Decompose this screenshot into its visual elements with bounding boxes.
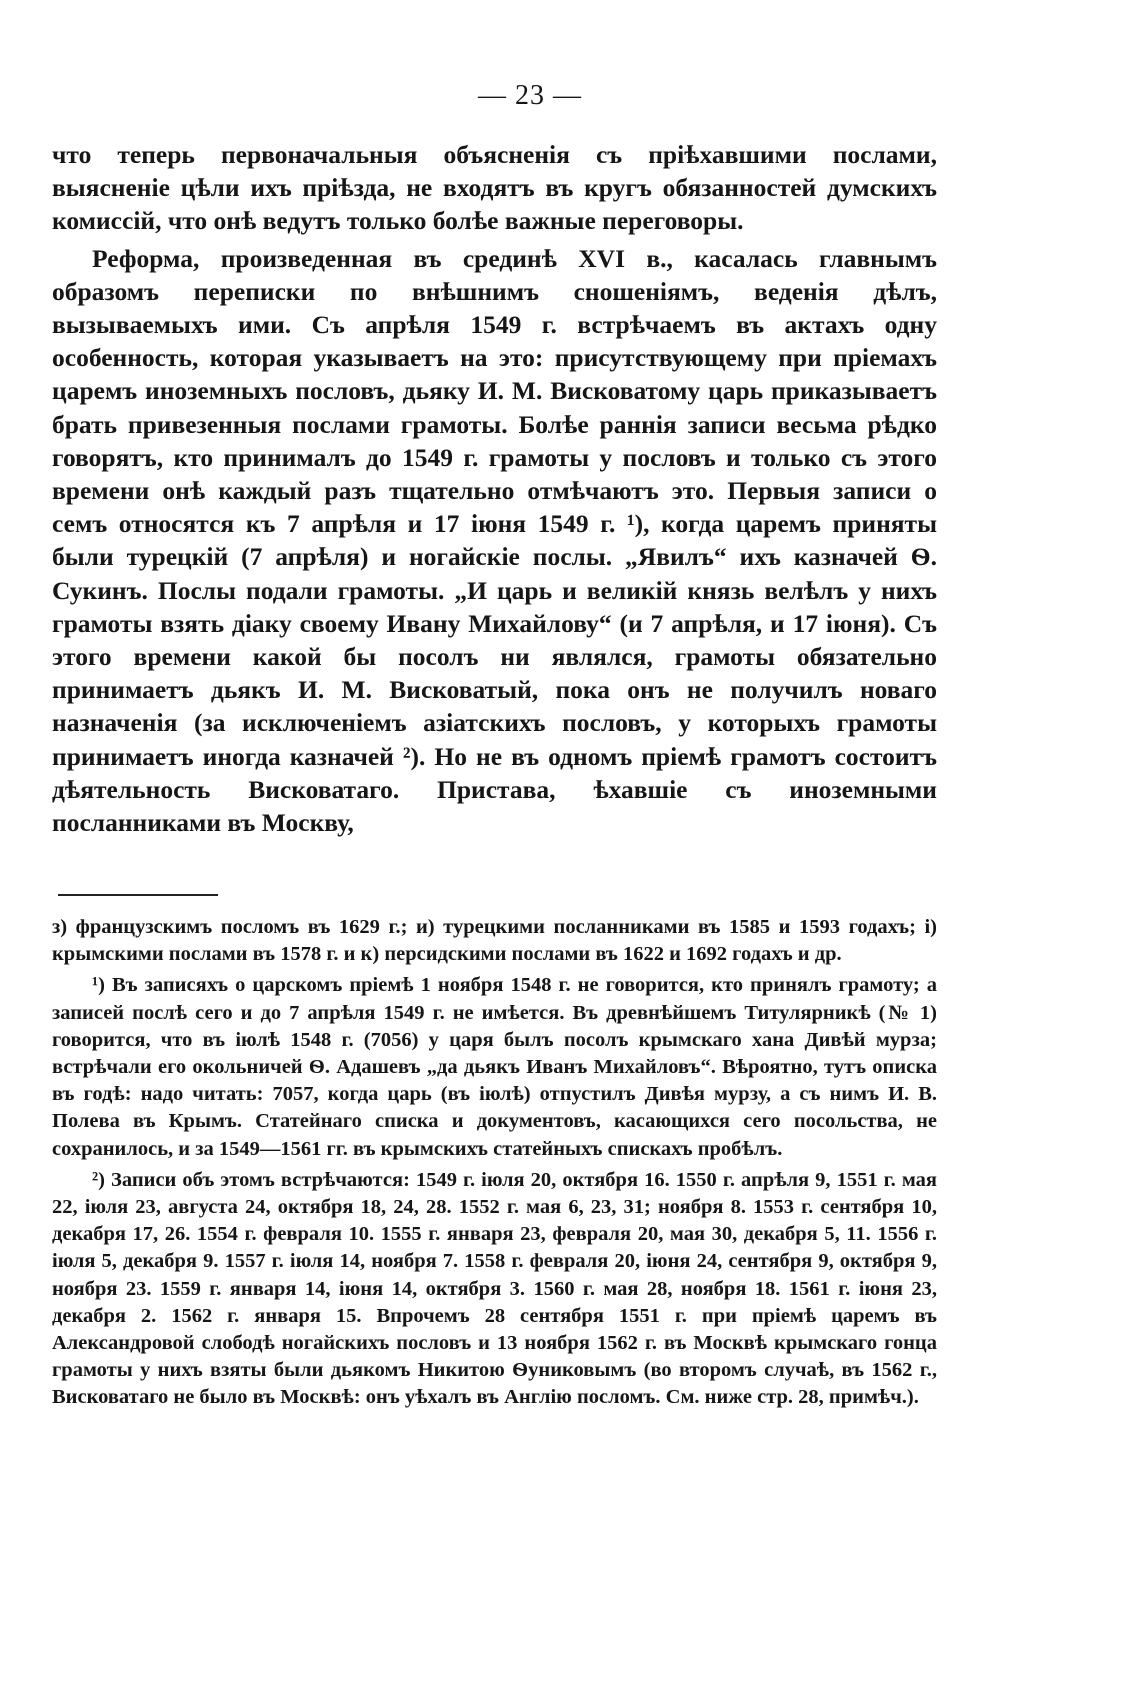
main-text <box>52 138 937 839</box>
footnote-continuation: з) французскимъ посломъ въ 1629 г.; и) турецкими посланниками въ 1585 и 1593 годахъ; і) крымскими послами въ 1578 г. и к) персидскими послами въ 1622 и 1692 годахъ и др. <box>52 916 937 966</box>
footnotes <box>52 914 937 1416</box>
page-number: — 23 — <box>478 80 582 111</box>
paragraph-reform: Реформа, произведенная въ срединѣ XVI в., касалась главнымъ образомъ переписки по внѣшнимъ сношеніямъ, веденія дѣлъ, вызываемыхъ ими. Съ апрѣля 1549 г. встрѣчаемъ въ актахъ одну особенность, которая указываетъ на это: присутствующему при пріемахъ царемъ иноземныхъ пословъ, дьяку И. М. Висковатому царь приказываетъ брать привезенныя послами грамоты. Болѣе раннія записи весьма рѣдко говорятъ, кто принималъ до 1549 г. грамоты у пословъ и только съ этого времени онѣ каждый разъ тщательно отмѣчаютъ это. Первыя записи о семъ относятся къ 7 апрѣля и 17 іюня 1549 г. ¹), когда царемъ приняты были турецкій (7 апрѣля) и ногайскіе послы. „Явилъ“ ихъ казначей Ѳ. Сукинъ. Послы подали грамоты. „И царь и великій князь велѣлъ у нихъ грамоты взять діаку своему Ивану Михайлову“ (и 7 апрѣля, и 17 іюня). Съ этого времени какой бы посолъ ни являлся, грамоты обязательно принимаетъ дьякъ И. М. Висковатый, пока онъ не получилъ новаго назначенія (за исключеніемъ азіатскихъ пословъ, у которыхъ грамоты принимаетъ иногда казначей ²). Но не въ одномъ пріемѣ грамотъ состоитъ дѣятельность Висковатаго. Пристава, ѣхавшіе съ иноземными посланниками въ Москву, <box>52 243 937 838</box>
footnote-separator <box>58 894 218 896</box>
paragraph-continuation: что теперь первоначальныя объясненія съ пріѣхавшими послами, выясненіе цѣли ихъ пріѣзда, не входятъ въ кругъ обязанностей думскихъ комиссій, что онѣ ведутъ только болѣе важные переговоры. <box>52 140 937 236</box>
footnote-1: ¹) Въ записяхъ о царскомъ пріемѣ 1 ноября 1548 г. не говорится, кто принялъ грамоту; а записей послѣ сего и до 7 апрѣля 1549 г. не имѣется. Въ древнѣйшемъ Титулярникѣ (№ 1) говорится, что въ іюлѣ 1548 г. (7056) у царя былъ посолъ крымскаго хана Дивѣй мурза; встрѣчали его окольничей Ѳ. Адашевъ „да дьякъ Иванъ Михайловъ“. Вѣроятно, тутъ описка въ годѣ: надо читать: 7057, когда царь (въ іюлѣ) отпустилъ Дивѣя мурзу, а съ нимъ И. В. Полева въ Крымъ. Статейнаго списка и документовъ, касающихся сего посольства, не сохранилось, и за 1549—1561 гг. въ крымскихъ статейныхъ спискахъ пробѣлъ. <box>52 974 937 1160</box>
footnote-2: ²) Записи объ этомъ встрѣчаются: 1549 г. іюля 20, октября 16. 1550 г. апрѣля 9, 1551 г. мая 22, іюля 23, августа 24, октября 18, 24, 28. 1552 г. мая 6, 23, 31; ноября 8. 1553 г. сентября 10, декабря 17, 26. 1554 г. февраля 10. 1555 г. января 23, февраля 20, мая 30, декабря 5, 11. 1556 г. іюля 5, декабря 9. 1557 г. іюля 14, ноября 7. 1558 г. февраля 20, іюня 24, сентября 9, октября 9, ноября 23. 1559 г. января 14, іюня 14, октября 3. 1560 г. мая 28, ноября 18. 1561 г. іюня 23, декабря 2. 1562 г. января 15. Впрочемъ 28 сентября 1551 г. при пріемѣ царемъ въ Александровой слободѣ ногайскихъ пословъ и 13 ноября 1562 г. въ Москвѣ крымскаго гонца грамоты у нихъ взяты были дьякомъ Никитою Ѳуниковымъ (во второмъ случаѣ, въ 1562 г., Висковатаго не было въ Москвѣ: онъ уѣхалъ въ Англію посломъ. См. ниже стр. 28, примѣч.). <box>52 1168 937 1409</box>
